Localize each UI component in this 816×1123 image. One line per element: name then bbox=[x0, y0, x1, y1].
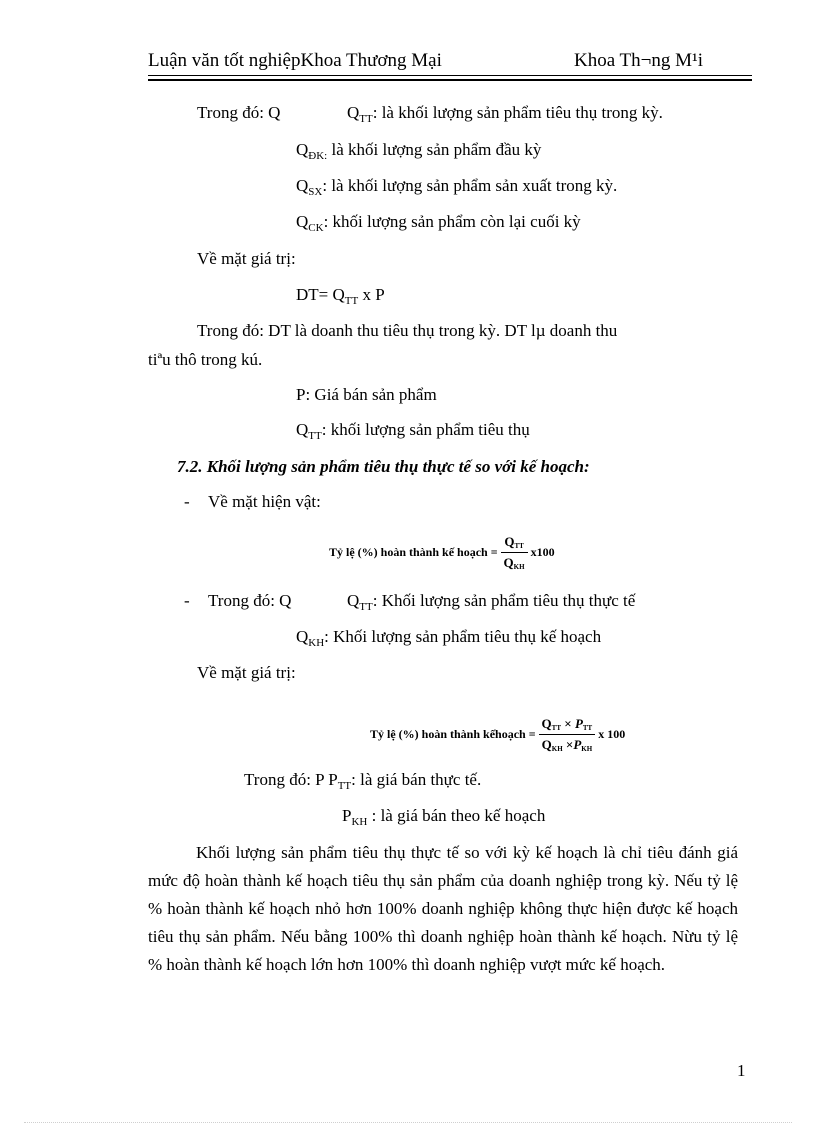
formula-completion-rate-quantity: Tỷ lệ (%) hoàn thành kế hoạch = $\frac{Q_{TT}}{Q_{KH}}$ x100 bbox=[329, 534, 555, 571]
formula-completion-rate-value: Tỷ lệ (%) hoàn thành kếhoạch = $\frac{Q_{TT} \times P_{TT}}{Q_{KH} \times P_{KH}}$ x 100 bbox=[370, 716, 626, 753]
price-actual-definition: Trong đó: P $P_{TT}$: là giá bán thực tế. bbox=[244, 770, 482, 792]
header-right: Khoa Th¬ng M¹i bbox=[574, 50, 704, 71]
conclusion-paragraph: Khối lượng sản phẩm tiêu thụ thực tế so với kỳ kế hoạch là chỉ tiêu đánh giá mức độ hoàn thành kế hoạch tiêu thụ sản phẩm của doanh nghiệp trong kỳ. Nếu tỷ lệ % hoàn thành kế hoạch nhỏ hơn 100% doanh nghiệp không thực hiện được kế hoạch tiêu thụ sản phẩm. Nếu bằng 100% thì doanh nghiệp hoàn thành kế hoạch. Nừu tỷ lệ % hoàn thành kế hoạch lớn hơn 100% thì doanh nghiệp vượt mức kế hoạch. bbox=[148, 843, 738, 974]
qtt-actual-prefix: Trong đó: Q bbox=[208, 591, 292, 610]
header-left: Luận văn tốt nghiệpKhoa Thương Mại bbox=[148, 50, 442, 71]
qtt-definition: $Q_{TT}$: là khối lượng sản phẩm tiêu thụ trong kỳ. bbox=[347, 103, 663, 125]
physical-label: Về mặt hiện vật: bbox=[208, 492, 321, 511]
dt-explain-line1: Trong đó: DT là doanh thu tiêu thụ trong kỳ. DT lµ doanh thu bbox=[197, 321, 618, 340]
header-rule-thick bbox=[148, 79, 752, 81]
qtt-definition-prefix: Trong đó: Q bbox=[197, 103, 281, 122]
dt-explain-line2: tiªu thô trong kú. bbox=[148, 350, 263, 369]
price-plan-definition: $P_{KH}$ : là giá bán theo kế hoạch bbox=[342, 806, 546, 828]
bullet-physical: - bbox=[184, 492, 190, 511]
qtt-volume-definition: $Q_{TT}$: khối lượng sản phẩm tiêu thụ bbox=[296, 420, 530, 442]
qsx-definition: $Q_{SX}$: là khối lượng sản phẩm sản xuất trong kỳ. bbox=[296, 176, 618, 198]
qkh-definition: $Q_{KH}$: Khối lượng sản phẩm tiêu thụ kế hoạch bbox=[296, 627, 602, 649]
qck-definition: $Q_{CK}$: khối lượng sản phẩm còn lại cuối kỳ bbox=[296, 212, 581, 234]
value-label-2: Về mặt giá trị: bbox=[197, 663, 296, 682]
bullet-where: - bbox=[184, 591, 190, 610]
qtt-actual-definition: $Q_{TT}$: Khối lượng sản phẩm tiêu thụ thực tế bbox=[347, 591, 636, 613]
header-rule-thin bbox=[148, 75, 752, 76]
value-label-1: Về mặt giá trị: bbox=[197, 249, 296, 268]
price-definition: P: Giá bán sản phẩm bbox=[296, 385, 437, 404]
qdk-definition: $Q_{ĐK:}$ là khối lượng sản phẩm đầu kỳ bbox=[296, 140, 542, 162]
page-number: 1 bbox=[737, 1061, 746, 1080]
section-heading: 7.2. Khối lượng sản phẩm tiêu thụ thực tế so với kế hoạch: bbox=[177, 457, 590, 476]
dt-formula: $DT= Q_{TT}$ x P bbox=[296, 285, 385, 307]
